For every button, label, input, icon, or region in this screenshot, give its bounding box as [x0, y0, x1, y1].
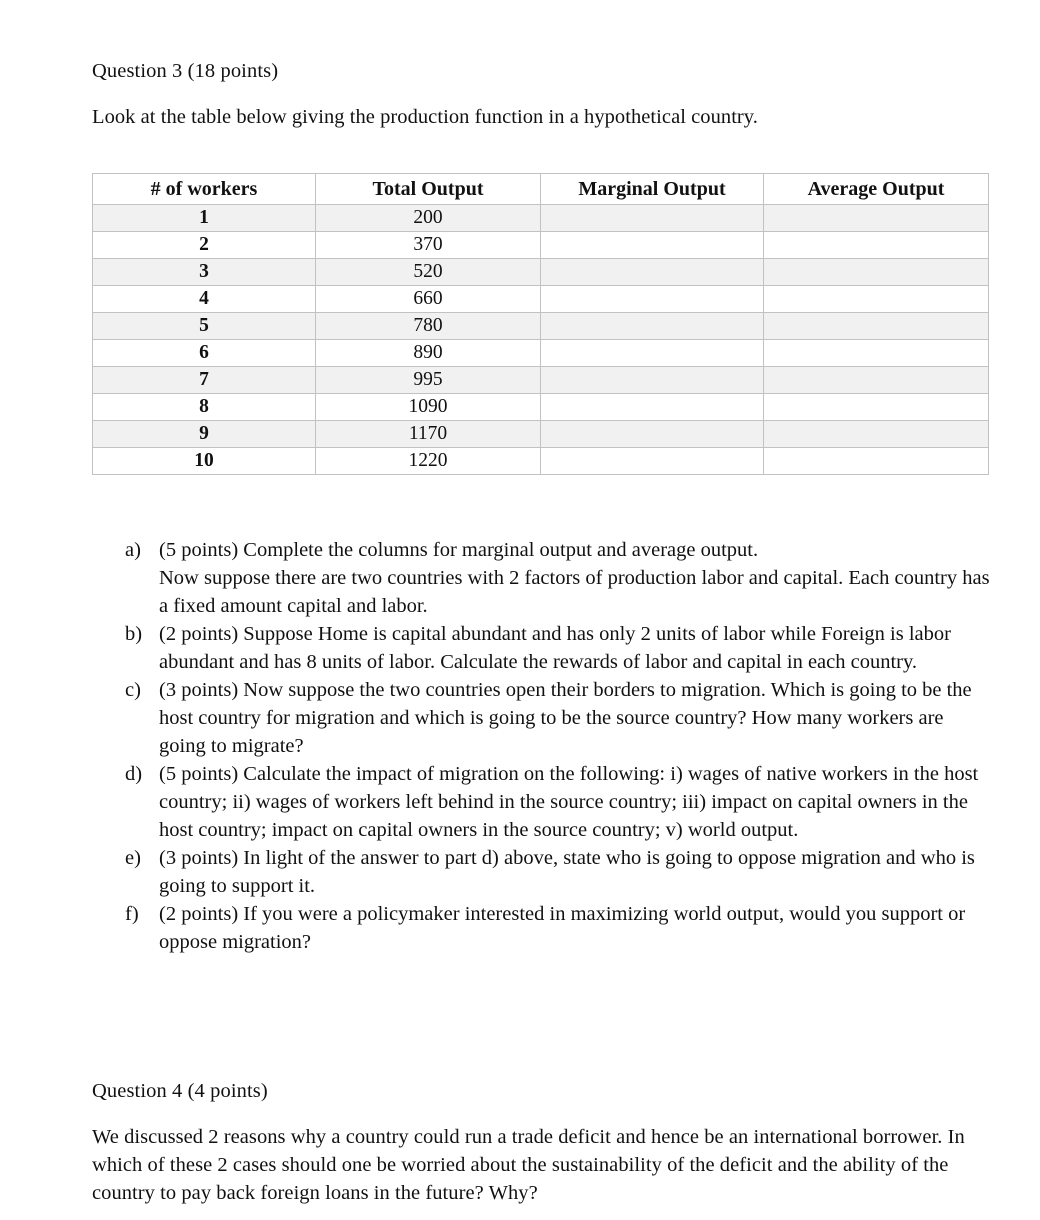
question-part-item	[125, 536, 995, 620]
production-function-table	[92, 173, 989, 475]
question-4-intro-text: We discussed 2 reasons why a country could run a trade deficit and hence be an international borrower. In which of these 2 cases should one be worried about the sustainability of the deficit and the ability of the country to pay back foreign loans in the future? Why?	[92, 1126, 965, 1204]
cell-workers: 6	[93, 340, 316, 367]
cell-workers: 9	[93, 421, 316, 448]
table-row	[93, 232, 989, 259]
cell-average-output	[764, 205, 989, 232]
cell-workers: 10	[93, 448, 316, 475]
question-part-item	[125, 760, 995, 844]
question-parts-list	[125, 536, 995, 956]
question-part-text-wrapper	[159, 760, 995, 844]
column-header-workers: # of workers	[93, 174, 316, 205]
table-row	[93, 205, 989, 232]
question-part-text: (3 points) Now suppose the two countries open their borders to migration. Which is going to be the host country for migration and which is going to be the source country? How many workers are going to migrate?	[159, 679, 972, 757]
table-row	[93, 259, 989, 286]
question-part-marker: c)	[125, 679, 141, 701]
question-part-item	[125, 620, 995, 676]
question-part-marker: e)	[125, 847, 141, 869]
table-header	[93, 174, 989, 205]
question-part-text: (3 points) In light of the answer to part d) above, state who is going to oppose migration and who is going to support it.	[159, 847, 975, 897]
cell-marginal-output	[541, 259, 764, 286]
table-row	[93, 313, 989, 340]
table-row	[93, 340, 989, 367]
question-part-text: (5 points) Calculate the impact of migration on the following: i) wages of native workers in the host country; ii) wages of workers left behind in the source country; iii) impact on capital owners in the host country; impact on capital owners in the source country; v) world output.	[159, 763, 979, 841]
question-part-item	[125, 900, 995, 956]
cell-workers: 5	[93, 313, 316, 340]
question-part-text-wrapper	[159, 900, 995, 956]
cell-total-output: 660	[316, 286, 541, 313]
question-part-item	[125, 844, 995, 900]
cell-marginal-output	[541, 394, 764, 421]
cell-total-output: 1090	[316, 394, 541, 421]
cell-marginal-output	[541, 421, 764, 448]
table-body	[93, 205, 989, 475]
cell-total-output: 370	[316, 232, 541, 259]
cell-average-output	[764, 259, 989, 286]
table-header-row	[93, 174, 989, 205]
column-header-marginal-output: Marginal Output	[541, 174, 764, 205]
cell-average-output	[764, 286, 989, 313]
question-part-marker: a)	[125, 539, 141, 561]
cell-total-output: 780	[316, 313, 541, 340]
cell-workers: 7	[93, 367, 316, 394]
table-row	[93, 421, 989, 448]
cell-total-output: 890	[316, 340, 541, 367]
cell-workers: 1	[93, 205, 316, 232]
question-part-item	[125, 676, 995, 760]
question-part-marker: d)	[125, 763, 143, 785]
question-4-heading: Question 4 (4 points)	[92, 1080, 268, 1102]
column-header-total-output: Total Output	[316, 174, 541, 205]
cell-marginal-output	[541, 313, 764, 340]
cell-average-output	[764, 367, 989, 394]
column-header-average-output: Average Output	[764, 174, 989, 205]
question-part-text-wrapper	[159, 536, 995, 620]
question-part-text: (5 points) Complete the columns for marginal output and average output.	[159, 539, 759, 561]
cell-total-output: 995	[316, 367, 541, 394]
table-row	[93, 394, 989, 421]
cell-marginal-output	[541, 205, 764, 232]
question-3-heading: Question 3 (18 points)	[92, 60, 279, 82]
cell-marginal-output	[541, 340, 764, 367]
cell-total-output: 1170	[316, 421, 541, 448]
cell-average-output	[764, 340, 989, 367]
cell-marginal-output	[541, 448, 764, 475]
cell-total-output: 1220	[316, 448, 541, 475]
question-part-text-wrapper	[159, 676, 995, 760]
cell-average-output	[764, 232, 989, 259]
question-part-text: (2 points) Suppose Home is capital abundant and has only 2 units of labor while Foreign is labor abundant and has 8 units of labor. Calculate the rewards of labor and capital in each country.	[159, 623, 951, 673]
cell-marginal-output	[541, 286, 764, 313]
question-part-text-wrapper	[159, 620, 995, 676]
question-part-text: (2 points) If you were a policymaker interested in maximizing world output, would you support or oppose migration?	[159, 903, 966, 953]
table-row	[93, 448, 989, 475]
question-part-text-wrapper	[159, 844, 995, 900]
cell-total-output: 520	[316, 259, 541, 286]
cell-marginal-output	[541, 232, 764, 259]
table-row	[93, 367, 989, 394]
cell-workers: 3	[93, 259, 316, 286]
question-3-intro-text: Look at the table below giving the production function in a hypothetical country.	[92, 106, 758, 128]
question-part-marker: b)	[125, 623, 143, 645]
cell-marginal-output	[541, 367, 764, 394]
cell-average-output	[764, 313, 989, 340]
question-part-continuation-text: Now suppose there are two countries with 2 factors of production labor and capital. Each country has a fixed amount capital and labor.	[159, 567, 990, 617]
cell-total-output: 200	[316, 205, 541, 232]
cell-workers: 8	[93, 394, 316, 421]
cell-average-output	[764, 394, 989, 421]
cell-average-output	[764, 421, 989, 448]
cell-workers: 2	[93, 232, 316, 259]
cell-workers: 4	[93, 286, 316, 313]
table-row	[93, 286, 989, 313]
cell-average-output	[764, 448, 989, 475]
question-part-marker: f)	[125, 903, 139, 925]
